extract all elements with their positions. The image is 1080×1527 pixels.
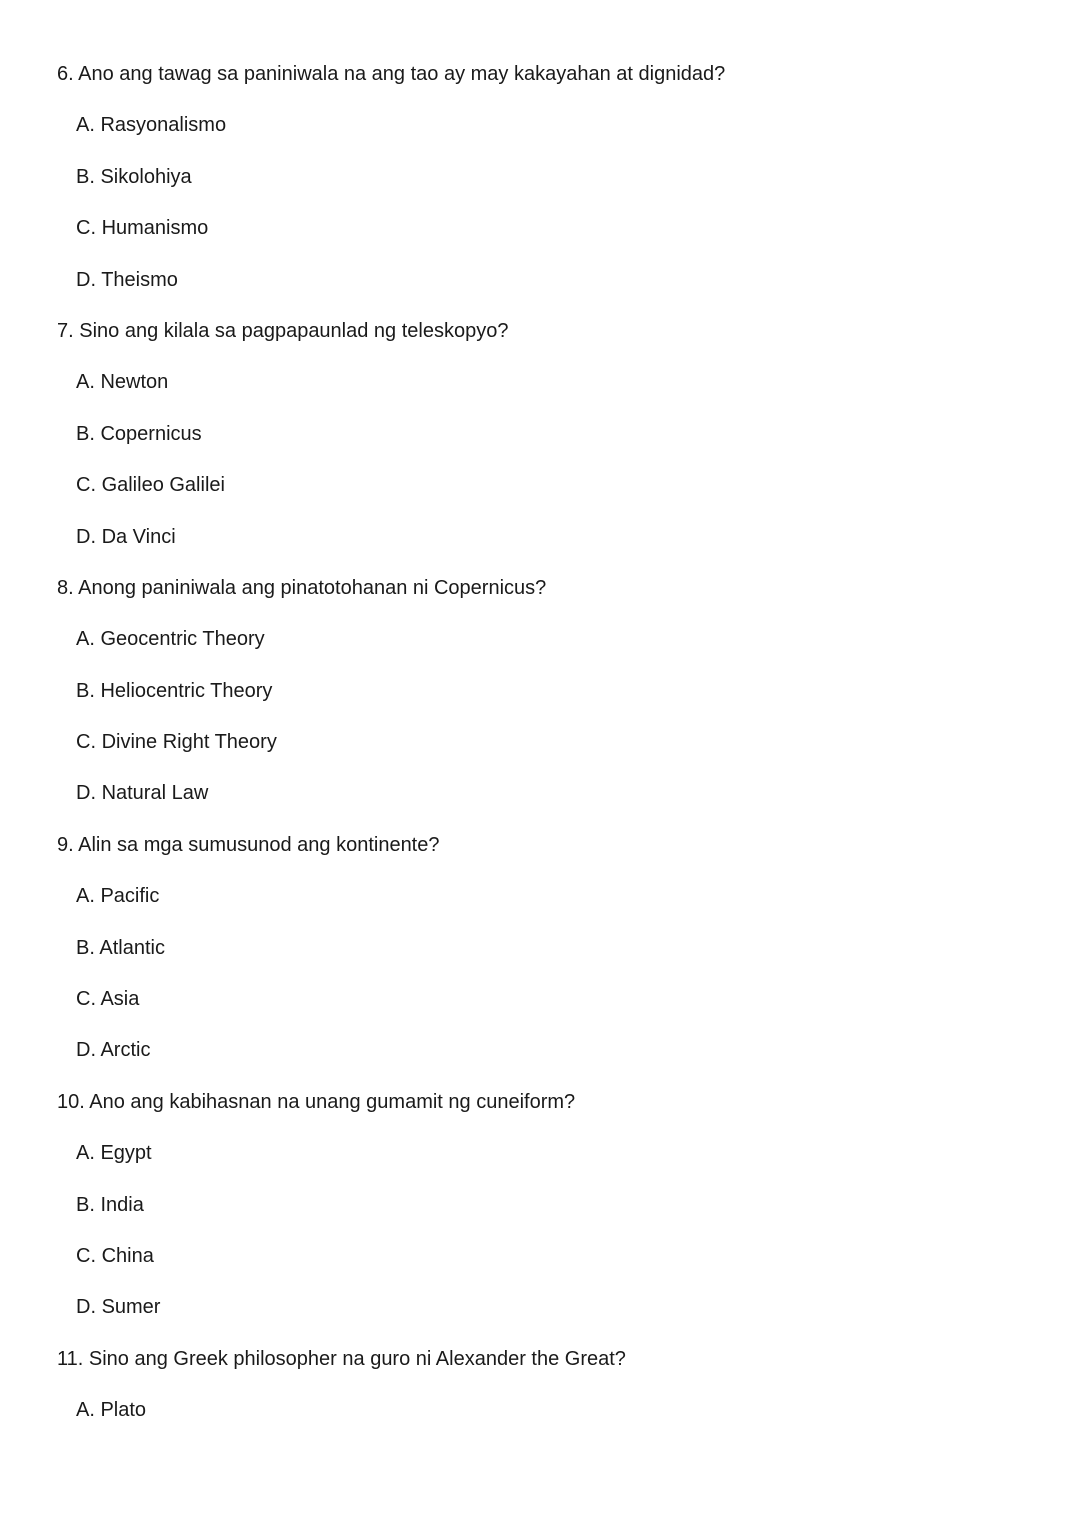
option-line <box>57 152 1050 203</box>
option-text: China <box>101 1244 154 1267</box>
option-text: Atlantic <box>99 936 165 959</box>
option-line <box>57 409 1050 460</box>
option-text: Da Vinci <box>101 525 176 548</box>
question-line-9 <box>57 820 1050 871</box>
option-text: Theismo <box>101 268 178 291</box>
option-letter: C. <box>76 988 96 1011</box>
option-letter: C. <box>76 1244 96 1267</box>
option-letter: B. <box>76 422 95 445</box>
option-text: Arctic <box>100 1039 151 1062</box>
option-letter: D. <box>76 525 96 548</box>
option-letter: C. <box>76 474 96 497</box>
question-number: 6. <box>57 63 74 85</box>
option-text: Copernicus <box>100 422 202 445</box>
option-text: Humanismo <box>101 217 209 240</box>
option-line <box>57 100 1050 151</box>
question-text: Ano ang kabihasnan na unang gumamit ng cuneiform? <box>89 1090 576 1113</box>
option-text: Galileo Galilei <box>101 474 225 497</box>
question-text: Anong paniniwala ang pinatotohanan ni Copernicus? <box>78 576 547 599</box>
option-text: Asia <box>100 988 140 1011</box>
option-letter: D. <box>76 782 96 805</box>
question-line-11 <box>57 1334 1050 1385</box>
option-text: Rasyonalismo <box>100 114 227 137</box>
option-text: Newton <box>100 371 169 394</box>
option-text: Sumer <box>101 1296 161 1319</box>
question-number: 11. <box>57 1347 84 1370</box>
option-line <box>57 255 1050 306</box>
option-line <box>57 357 1050 408</box>
question-text: Sino ang Greek philosopher na guro ni Alexander the Great? <box>88 1347 626 1370</box>
option-letter: D. <box>76 1039 96 1062</box>
question-line-8 <box>57 563 1050 614</box>
option-line <box>57 717 1050 768</box>
option-line <box>57 203 1050 254</box>
question-text: Alin sa mga sumusunod ang kontinente? <box>78 833 440 856</box>
option-letter: C. <box>76 217 96 240</box>
question-line-7 <box>57 306 1050 357</box>
option-line <box>57 1180 1050 1231</box>
option-line <box>57 1128 1050 1179</box>
option-letter: B. <box>76 1193 95 1216</box>
option-letter: A. <box>76 1142 95 1165</box>
option-line <box>57 512 1050 563</box>
option-text: Natural Law <box>101 782 209 805</box>
option-text: Geocentric Theory <box>100 628 265 651</box>
option-letter: A. <box>76 885 95 908</box>
option-line <box>57 923 1050 974</box>
question-text: Ano ang tawag sa paniniwala na ang tao ay may kakayahan at dignidad? <box>78 63 726 85</box>
question-line-6 <box>57 49 1050 100</box>
option-line <box>57 768 1050 819</box>
option-letter: C. <box>76 731 96 754</box>
option-letter: D. <box>76 1296 96 1319</box>
option-line <box>57 614 1050 665</box>
option-letter: A. <box>76 371 95 394</box>
option-text: Sikolohiya <box>100 165 192 188</box>
option-letter: A. <box>76 114 95 137</box>
option-line <box>57 460 1050 511</box>
option-letter: B. <box>76 936 95 959</box>
option-text: Plato <box>100 1399 147 1422</box>
option-line <box>57 1282 1050 1333</box>
question-number: 10. <box>57 1090 85 1113</box>
option-letter: B. <box>76 679 95 702</box>
question-line-10 <box>57 1077 1050 1128</box>
option-letter: D. <box>76 268 96 291</box>
option-letter: A. <box>76 628 95 651</box>
option-line <box>57 1385 1050 1436</box>
option-letter: A. <box>76 1399 95 1422</box>
option-text: Divine Right Theory <box>101 731 277 754</box>
option-text: Pacific <box>100 885 160 908</box>
option-line <box>57 871 1050 922</box>
option-line <box>57 1025 1050 1076</box>
option-text: Egypt <box>100 1142 152 1165</box>
question-text: Sino ang kilala sa pagpapaunlad ng teleskopyo? <box>79 319 509 342</box>
question-number: 7. <box>57 319 74 342</box>
option-text: India <box>100 1193 144 1216</box>
option-line <box>57 666 1050 717</box>
option-letter: B. <box>76 165 95 188</box>
option-line <box>57 974 1050 1025</box>
option-text: Heliocentric Theory <box>100 679 273 702</box>
question-number: 9. <box>57 833 74 856</box>
question-number: 8. <box>57 576 74 599</box>
option-line <box>57 1231 1050 1282</box>
